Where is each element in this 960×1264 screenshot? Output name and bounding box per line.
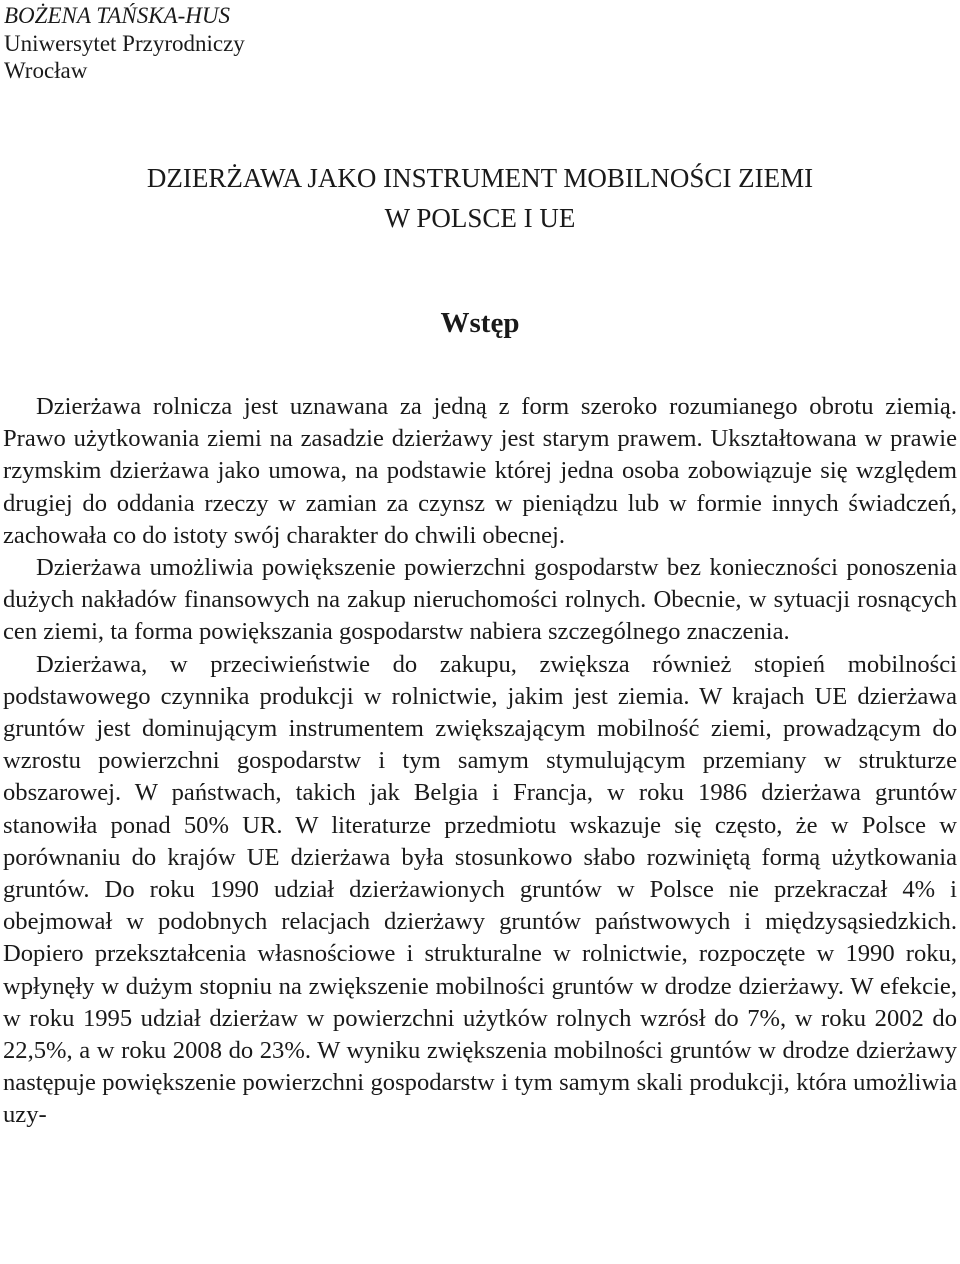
author-block [4, 2, 245, 85]
article-title [0, 158, 960, 238]
title-line-1: DZIERŻAWA JAKO INSTRUMENT MOBILNOŚCI ZIEMI [146, 163, 814, 193]
title-line-2: W POLSCE I UE [384, 203, 576, 233]
body-text [3, 391, 957, 1132]
author-name: BOŻENA TAŃSKA-HUS [4, 3, 230, 28]
paragraph-1: Dzierżawa rolnicza jest uznawana za jedną z form szeroko rozumianego obrotu ziemią. Prawo użytkowania ziemi na zasadzie dzierżawy jest starym prawem. Ukształtowana w prawie rzymskim dzierżawa jako umowa, na podstawie której jedna osoba zobowiązuje się względem drugiej do oddania rzeczy w zamian za czynsz w pieniądzu lub w formie innych świadczeń, zachowała co do istoty swój charakter do chwili obecnej. [3, 393, 957, 549]
affiliation-university: Uniwersytet Przyrodniczy [4, 30, 245, 56]
paragraph-2: Dzierżawa umożliwia powiększenie powierzchni gospodarstw bez konieczności ponoszenia dużych nakładów finansowych na zakup nieruchomości rolnych. Obecnie, w sytuacji rosnących cen ziemi, ta forma powiększania gospodarstw nabiera szczególnego znaczenia. [3, 554, 957, 646]
section-heading: Wstęp [440, 307, 520, 339]
paragraph-3: Dzierżawa, w przeciwieństwie do zakupu, zwiększa również stopień mobilności podstawowego czynnika produkcji w rolnictwie, jakim jest ziemia. W krajach UE dzierżawa gruntów jest dominującym instrumentem zwiększającym mobilność ziemi, prowadzącym do wzrostu powierzchni gospodarstw i tym samym stymulującym przemiany w strukturze obszarowej. W państwach, takich jak Belgia i Francja, w roku 1986 dzierżawa gruntów stanowiła ponad 50% UR. W literaturze przedmiotu wskazuje się często, że w Polsce w porównaniu do krajów UE dzierżawa była stosunkowo słabo rozwiniętą formą użytkowania gruntów. Do roku 1990 udział dzierżawionych gruntów w Polsce nie przekraczał 4% i obejmował w podobnych relacjach dzierżawy gruntów państwowych i międzysąsiedzkich. Dopiero przekształcenia własnościowe i strukturalne w rolnictwie, rozpoczęte w 1990 roku, wpłynęły w dużym stopniu na zwiększenie mobilności gruntów w drodze dzierżawy. W efekcie, w roku 1995 udział dzierżaw w powierzchni użytków rolnych wzrósł do 7%, w roku 2002 do 22,5%, a w roku 2008 do 23%. W wyniku zwiększenia mobilności gruntów w drodze dzierżawy następuje powiększenie powierzchni gospodarstw i tym samym skali produkcji, która umożliwia uzy- [3, 650, 957, 1129]
affiliation-city: Wrocław [4, 58, 88, 83]
